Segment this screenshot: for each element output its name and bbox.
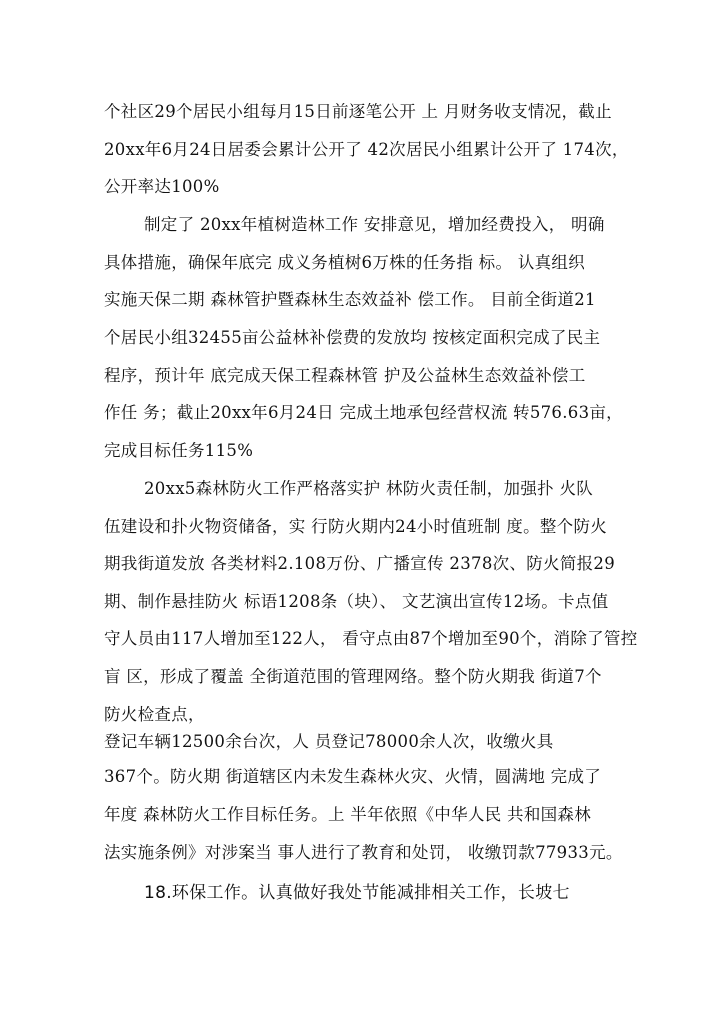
text-line: 盲 区，形成了覆盖 全街道范围的管理网络。整个防火期我 街道7个 (104, 667, 602, 686)
text-line: 个社区29个居民小组每月15日前逐笔公开 上 月财务收支情况，截止 (104, 102, 612, 121)
text-line: 作任 务；截止20xx年6月24日 完成土地承包经营权流 转576.63亩， (104, 403, 623, 422)
text-line: 制定了 20xx年植树造林工作 安排意见，增加经费投入， 明确 (144, 215, 605, 234)
text-line: 20xx年6月24日居委会累计公开了 42次居民小组累计公开了 174次， (104, 140, 629, 159)
text-line: 具体措施，确保年底完 成义务植树6万株的任务指 标。 认真组织 (104, 253, 586, 272)
text-line: 期我街道发放 各类材料2.108万份、广播宣传 2378次、防火简报29 (104, 554, 616, 573)
text-line: 20xx5森林防火工作严格落实护 林防火责任制，加强扑 火队 (144, 479, 594, 498)
text-line: 公开率达100% (104, 177, 220, 196)
text-line: 年度 森林防火工作目标任务。上 半年依照《中华人民 共和国森林 (104, 805, 592, 824)
text-line: 完成目标任务115% (104, 441, 254, 460)
text-line: 期、制作悬挂防火 标语1208条（块）、 文艺演出宣传12场。卡点值 (104, 592, 609, 611)
text-line: 登记车辆12500余台次，人 员登记78000余人次，收缴火具 (104, 732, 554, 751)
text-line: 18.环保工作。认真做好我处节能减排相关工作，长坡七 (144, 883, 570, 903)
text-line: 个居民小组32455亩公益林补偿费的发放均 按核定面积完成了民主 (104, 328, 601, 347)
text-line: 法实施条例》对涉案当 事人进行了教育和处罚， 收缴罚款77933元。 (104, 843, 623, 862)
text-line: 实施天保二期 森林管护暨森林生态效益补 偿工作。 目前全街道21 (104, 290, 596, 309)
text-line: 防火检查点， (104, 705, 205, 724)
text-line: 程序，预计年 底完成天保工程森林管 护及公益林生态效益补偿工 (104, 366, 586, 385)
text-line: 守人员由117人增加至122人， 看守点由87个增加至90个，消除了管控 (104, 629, 638, 648)
text-line: 367个。防火期 街道辖区内未发生森林火灾、火情，圆满地 完成了 (104, 767, 602, 786)
text-line: 伍建设和扑火物资储备，实 行防火期内24小时值班制 度。整个防火 (104, 517, 608, 536)
